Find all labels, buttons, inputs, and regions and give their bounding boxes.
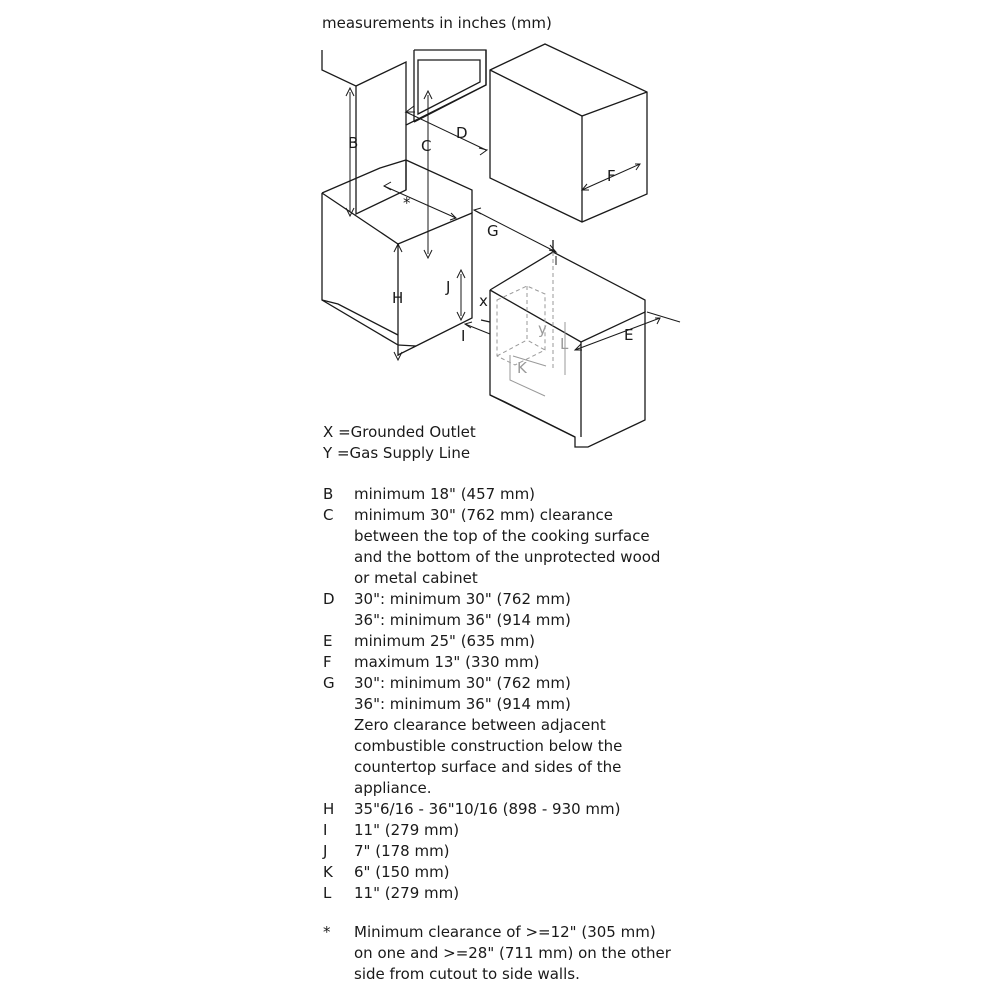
definitions-list [323,484,660,904]
definition-key: J [323,842,328,860]
dim-label-e: E [624,326,634,344]
definition-g [323,673,660,799]
definition-h [323,799,660,820]
definition-line: 36": minimum 36" (914 mm) [354,695,571,713]
legend-item-gas [323,443,476,464]
dim-label-k: K [517,359,527,377]
footnote-asterisk [323,922,671,985]
definition-j [323,841,660,862]
definition-line: 36": minimum 36" (914 mm) [354,611,571,629]
legend [323,422,476,464]
definition-line: maximum 13" (330 mm) [354,653,540,671]
definition-line: 35"6/16 - 36"10/16 (898 - 930 mm) [354,800,621,818]
definition-key: I [323,821,328,839]
definition-l [323,883,660,904]
dim-label-c: C [421,137,432,155]
footnote-line: on one and >=28" (711 mm) on the other [354,944,671,962]
definition-line: 7" (178 mm) [354,842,450,860]
definition-key: E [323,632,333,650]
definition-line: minimum 30" (762 mm) clearance [354,506,613,524]
definition-key: H [323,800,335,818]
definition-line: appliance. [354,779,432,797]
definition-line: minimum 25" (635 mm) [354,632,536,650]
dim-label-y: y [538,320,547,338]
dim-label-asterisk: * [403,194,411,212]
definition-line: countertop surface and sides of the [354,758,622,776]
dim-label-x: x [479,292,488,310]
definition-line: 6" (150 mm) [354,863,450,881]
definition-line: combustible construction below the [354,737,623,755]
definition-line: or metal cabinet [354,569,478,587]
definition-line: minimum 18" (457 mm) [354,485,536,503]
footnote-line: side from cutout to side walls. [354,965,580,983]
definition-key: B [323,485,334,503]
definition-line: 30": minimum 30" (762 mm) [354,674,571,692]
base-cabinet-left [322,160,472,355]
dim-label-l: L [560,335,569,353]
dim-label-b: B [348,134,359,152]
definition-k [323,862,660,883]
dim-label-i: I [461,327,466,345]
definition-key: L [323,884,332,902]
definition-line: Zero clearance between adjacent [354,716,606,734]
definition-i [323,820,660,841]
diagram-title: measurements in inches (mm) [322,14,552,32]
legend-key: X [323,423,334,441]
definition-key: K [323,863,333,881]
definition-e [323,631,660,652]
footnote-line: Minimum clearance of >=12" (305 mm) [354,923,656,941]
dim-label-f: F [607,167,616,185]
dim-label-d: D [456,124,468,142]
definition-key: D [323,590,335,608]
definition-c [323,505,660,589]
installation-diagram [0,0,1000,470]
dim-label-g: G [487,222,499,240]
definition-line: 11" (279 mm) [354,884,460,902]
definition-b [323,484,660,505]
dim-label-j: J [446,278,451,296]
definition-line: and the bottom of the unprotected wood [354,548,661,566]
wall-oven-cabinet [490,44,647,222]
definition-line: between the top of the cooking surface [354,527,650,545]
legend-item-outlet [323,422,476,443]
legend-key: Y [323,444,333,462]
footnote-key: * [323,923,331,941]
definition-key: C [323,506,334,524]
definition-key: F [323,653,332,671]
definition-key: G [323,674,335,692]
definition-f [323,652,660,673]
definition-line: 30": minimum 30" (762 mm) [354,590,571,608]
dim-label-h: H [392,289,404,307]
definition-line: 11" (279 mm) [354,821,460,839]
legend-text: =Gas Supply Line [336,444,471,462]
definition-d [323,589,660,631]
legend-text: =Grounded Outlet [338,423,476,441]
footnote [323,922,671,985]
